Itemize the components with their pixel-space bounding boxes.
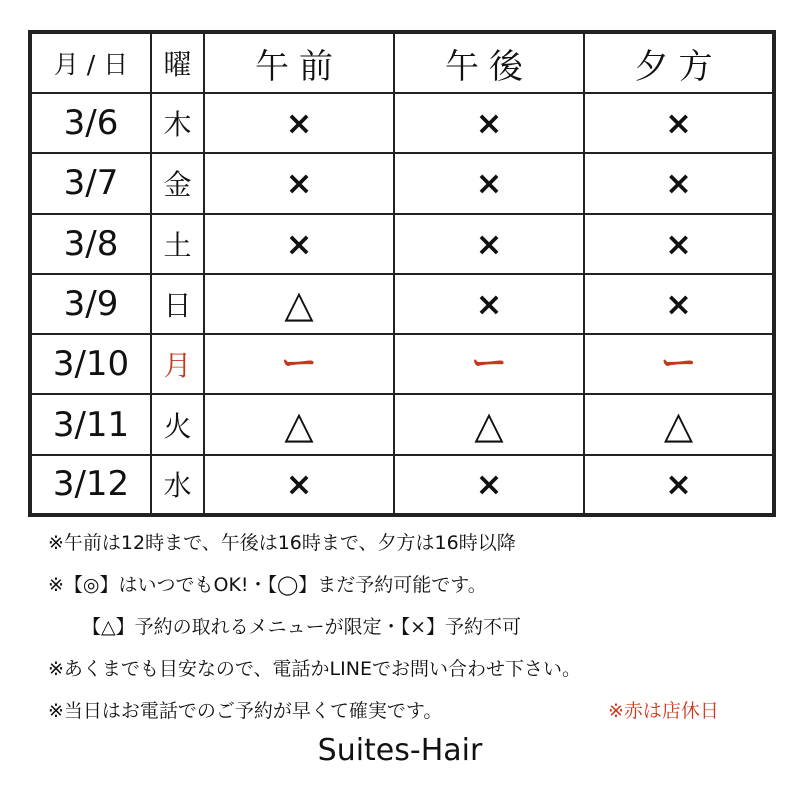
row-date: 3/10 (30, 334, 151, 394)
note-contact: ※あくまでも目安なので、電話かLINEでお問い合わせ下さい。 (48, 658, 581, 680)
availability-mark: ー (280, 343, 317, 385)
cell-afternoon (394, 93, 584, 153)
cell-morning (204, 93, 394, 153)
availability-mark: × (665, 104, 692, 143)
note-same-day: ※当日はお電話でのご予約が早くて確実です。 (48, 700, 443, 722)
row-date: 3/9 (30, 274, 151, 334)
note-legend-1: ※【◎】はいつでもOK!・【◯】まだ予約可能です。 (48, 574, 487, 596)
cell-morning (204, 394, 394, 454)
availability-mark: × (475, 164, 503, 203)
note-closed-day: ※赤は店休日 (608, 700, 719, 722)
cell-afternoon (394, 455, 584, 515)
row-day-of-week: 水 (151, 455, 204, 515)
cell-morning (204, 455, 394, 515)
table-row (30, 214, 774, 274)
table-row (30, 394, 774, 454)
table-row (30, 334, 774, 394)
availability-mark: △ (284, 402, 314, 447)
availability-mark: × (475, 465, 503, 504)
availability-mark: × (665, 224, 692, 263)
cell-evening (584, 394, 774, 454)
availability-mark: × (285, 104, 313, 143)
brand-name: Suites-Hair (317, 733, 483, 768)
row-day-of-week: 月 (151, 334, 204, 394)
cell-evening (584, 214, 774, 274)
row-day-of-week: 土 (151, 214, 204, 274)
header-morning: 午前 (204, 32, 394, 93)
cell-morning (204, 334, 394, 394)
cell-afternoon (394, 394, 584, 454)
availability-mark: × (285, 224, 313, 263)
cell-afternoon (394, 153, 584, 213)
row-date: 3/8 (30, 214, 151, 274)
cell-afternoon (394, 274, 584, 334)
availability-mark: ー (660, 343, 697, 385)
header-evening: 夕方 (584, 32, 774, 93)
availability-mark: △ (474, 402, 504, 447)
table-row (30, 455, 774, 515)
header-afternoon: 午後 (394, 32, 584, 93)
cell-evening (584, 455, 774, 515)
cell-morning (204, 274, 394, 334)
table-row (30, 274, 774, 334)
row-date: 3/12 (30, 455, 151, 515)
table-row (30, 153, 774, 213)
availability-mark: × (285, 164, 313, 203)
row-date: 3/6 (30, 93, 151, 153)
row-day-of-week: 日 (151, 274, 204, 334)
availability-mark: × (665, 465, 692, 504)
cell-morning (204, 153, 394, 213)
note-same-day-wrapper (48, 690, 768, 732)
row-date: 3/11 (30, 394, 151, 454)
availability-mark: × (285, 465, 313, 504)
availability-mark: △ (663, 402, 694, 447)
note-hours: ※午前は12時まで、午後は16時まで、夕方は16時以降 (48, 532, 516, 554)
header-row (30, 32, 774, 93)
header-date: 月 / 日 (30, 32, 151, 93)
row-day-of-week: 木 (151, 93, 204, 153)
note-legend-2: 【△】予約の取れるメニューが限定・【×】予約不可 (82, 616, 522, 638)
cell-evening (584, 153, 774, 213)
cell-morning (204, 214, 394, 274)
availability-mark: × (665, 164, 692, 203)
availability-mark: △ (284, 281, 314, 326)
schedule-table (28, 30, 776, 517)
row-day-of-week: 金 (151, 153, 204, 213)
availability-mark: × (475, 224, 503, 263)
cell-evening (584, 274, 774, 334)
cell-afternoon (394, 214, 584, 274)
row-day-of-week: 火 (151, 394, 204, 454)
availability-mark: × (475, 104, 503, 143)
availability-mark: × (665, 284, 692, 323)
availability-mark: ー (470, 343, 507, 385)
cell-evening (584, 334, 774, 394)
row-date: 3/7 (30, 153, 151, 213)
table-row (30, 93, 774, 153)
notes (48, 522, 768, 732)
cell-afternoon (394, 334, 584, 394)
availability-mark: × (475, 284, 503, 323)
header-day-of-week: 曜 (151, 32, 204, 93)
cell-evening (584, 93, 774, 153)
